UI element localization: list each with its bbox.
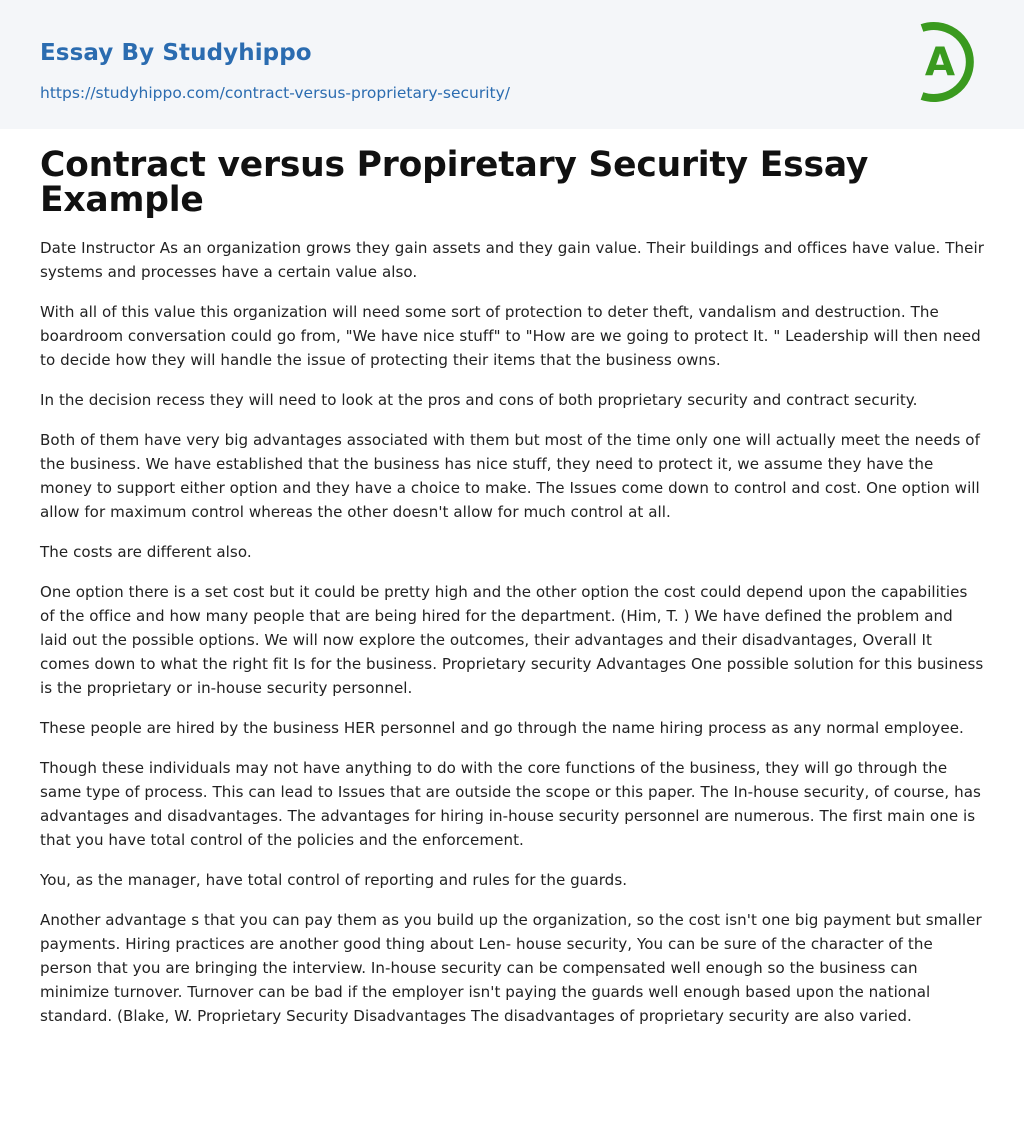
essay-paragraph: Both of them have very big advantages associated with them but most of the time only one will actually meet the needs of the business. We have established that the business has nice stuff, they need to protect it, we assume they have the money to support either option and they have a choice to make. The Issues come down to control and cost. One option will allow for maximum control whereas the other doesn't allow for much control at all.	[40, 431, 980, 521]
essay-url-link[interactable]: https://studyhippo.com/contract-versus-proprietary-security/	[40, 84, 510, 102]
logo-letter: A	[924, 40, 956, 85]
essay-paragraph: With all of this value this organization will need some sort of protection to deter theft, vandalism and destruction. The boardroom conversation could go from, "We have nice stuff" to "How are we going to protect It. " Leadership will then need to decide how they will handle the issue of protecting their items that the business owns.	[40, 303, 981, 369]
essay-paragraph: Another advantage s that you can pay them as you build up the organization, so the cost isn't one big payment but smaller payments. Hiring practices are another good thing about Len- house security, You can be sure of the character of the person that you are bringing the interview. In-house security can be compensated well enough so the business can minimize turnover. Turnover can be bad if the employer isn't paying the guards well enough based upon the national standard. (Blake, W. Proprietary Security Disadvantages The disadvantages of proprietary security are also varied.	[40, 911, 982, 1025]
essay-title: Contract versus Propiretary Security Essay Example	[40, 145, 869, 220]
site-header	[0, 0, 1024, 129]
essay-content	[40, 145, 984, 1044]
studyhippo-logo-icon[interactable]	[912, 18, 988, 106]
essay-paragraph: In the decision recess they will need to look at the pros and cons of both proprietary security and contract security.	[40, 391, 918, 409]
essay-paragraph: You, as the manager, have total control of reporting and rules for the guards.	[40, 871, 628, 889]
essay-paragraph: Though these individuals may not have anything to do with the core functions of the business, they will go through the same type of process. This can lead to Issues that are outside the scope or this paper. The In-house security, of course, has advantages and disadvantages. The advantages for hiring in-house security personnel are numerous. The first main one is that you have total control of the policies and the enforcement.	[40, 759, 981, 849]
essay-paragraph: These people are hired by the business HER personnel and go through the name hiring process as any normal employee.	[40, 719, 964, 737]
essay-paragraph: One option there is a set cost but it could be pretty high and the other option the cost could depend upon the capabilities of the office and how many people that are being hired for the department. (Him, T. ) We have defined the problem and laid out the possible options. We will now explore the outcomes, their advantages and their disadvantages, Overall It comes down to what the right fit Is for the business. Proprietary security Advantages One possible solution for this business is the proprietary or in-house security personnel.	[40, 583, 984, 697]
essay-body	[40, 236, 984, 1028]
essay-paragraph: The costs are different also.	[40, 543, 252, 561]
essay-paragraph: Date Instructor As an organization grows they gain assets and they gain value. Their buildings and offices have value. Their systems and processes have a certain value also.	[40, 239, 984, 281]
site-brand[interactable]: Essay By Studyhippo	[40, 40, 312, 66]
